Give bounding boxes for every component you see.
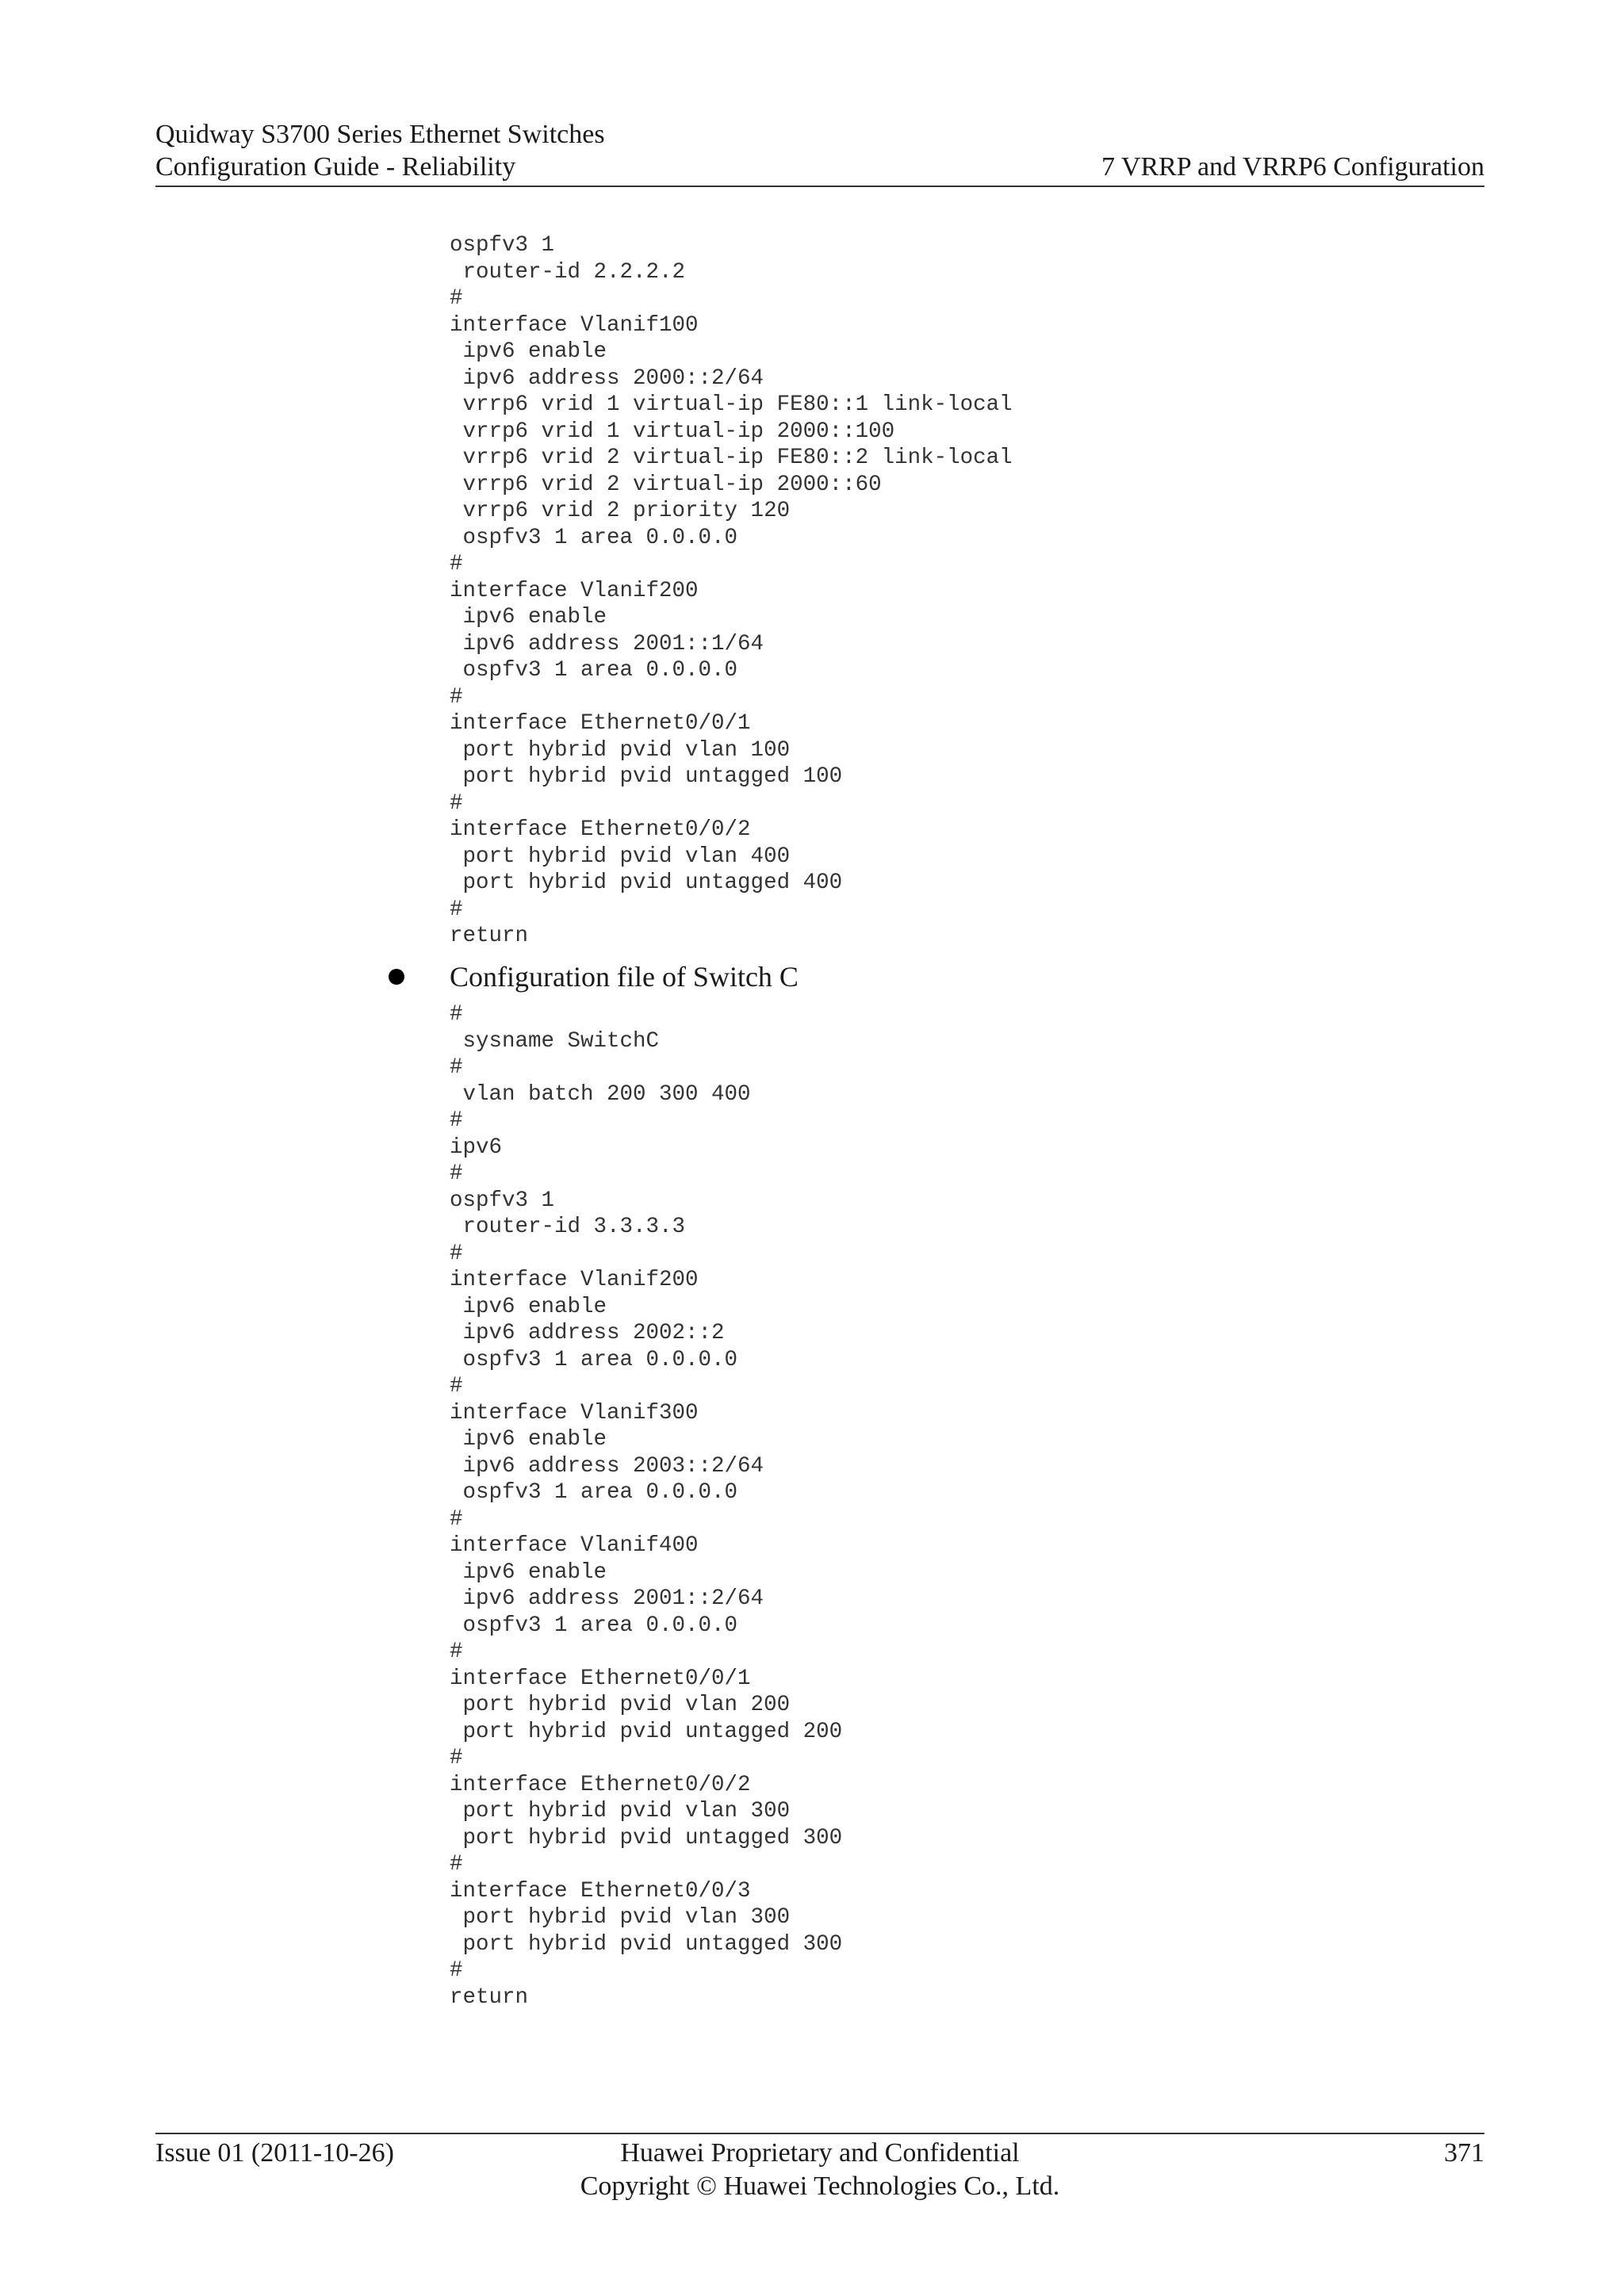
code-line: vrrp6 vrid 1 virtual-ip 2000::100 xyxy=(450,419,895,444)
code-line: # xyxy=(450,1852,463,1877)
footer-confidential: Huawei Proprietary and Confidential xyxy=(620,2138,1020,2168)
code-line: interface Vlanif300 xyxy=(450,1400,699,1425)
code-line: vrrp6 vrid 2 priority 120 xyxy=(450,499,791,523)
code-block-switch-b-config xyxy=(450,232,1013,950)
code-block-switch-c-config xyxy=(450,1001,842,2011)
code-line: # xyxy=(450,1374,463,1399)
code-line: router-id 2.2.2.2 xyxy=(450,259,686,285)
code-line: # xyxy=(450,1241,463,1266)
code-line: ospfv3 1 xyxy=(450,1188,555,1213)
page-header xyxy=(155,119,1484,187)
code-line: port hybrid pvid untagged 300 xyxy=(450,1825,843,1850)
code-line: interface Ethernet0/0/3 xyxy=(450,1878,751,1904)
footer-copyright: Copyright © Huawei Technologies Co., Ltd. xyxy=(580,2172,1060,2201)
code-line: vrrp6 vrid 2 virtual-ip FE80::2 link-local xyxy=(450,446,1013,470)
code-line: ospfv3 1 area 0.0.0.0 xyxy=(450,1347,738,1372)
bullet-heading: Configuration file of Switch C xyxy=(450,961,799,993)
code-line: sysname SwitchC xyxy=(450,1028,660,1054)
code-line: interface Ethernet0/0/2 xyxy=(450,817,751,842)
header-chapter-title: 7 VRRP and VRRP6 Configuration xyxy=(1101,152,1484,182)
code-line: port hybrid pvid vlan 100 xyxy=(450,737,791,763)
code-line: # xyxy=(450,1958,463,1983)
bullet-dot-icon xyxy=(389,969,404,985)
code-line: port hybrid pvid untagged 100 xyxy=(450,764,843,789)
code-line: port hybrid pvid vlan 300 xyxy=(450,1905,791,1930)
code-line: # xyxy=(450,790,463,816)
code-line: interface Vlanif400 xyxy=(450,1533,699,1558)
code-line: ospfv3 1 xyxy=(450,233,555,258)
code-line: port hybrid pvid untagged 300 xyxy=(450,1931,843,1957)
header-guide-title: Configuration Guide - Reliability xyxy=(155,152,516,182)
code-line: # xyxy=(450,1746,463,1770)
code-line: # xyxy=(450,1055,463,1080)
code-line: # xyxy=(450,1506,463,1532)
code-line: ospfv3 1 area 0.0.0.0 xyxy=(450,525,738,550)
code-line: ospfv3 1 area 0.0.0.0 xyxy=(450,658,738,683)
code-line: ipv6 xyxy=(450,1135,503,1160)
code-line: # xyxy=(450,1108,463,1133)
code-line: port hybrid pvid untagged 400 xyxy=(450,871,843,895)
code-line: interface Vlanif200 xyxy=(450,1268,699,1292)
code-line: ipv6 enable xyxy=(450,1559,607,1585)
code-line: # xyxy=(450,684,463,710)
code-line: ipv6 address 2000::2/64 xyxy=(450,365,764,391)
code-line: # xyxy=(450,897,463,922)
code-line: ipv6 address 2001::2/64 xyxy=(450,1586,764,1611)
code-line: # xyxy=(450,552,463,576)
code-line: port hybrid pvid vlan 300 xyxy=(450,1799,791,1823)
code-line: interface Ethernet0/0/1 xyxy=(450,711,751,736)
header-product-title: Quidway S3700 Series Ethernet Switches xyxy=(155,120,605,149)
code-line: ipv6 enable xyxy=(450,339,607,364)
code-line: port hybrid pvid vlan 400 xyxy=(450,844,791,869)
code-line: return xyxy=(450,1984,529,2010)
code-line: ipv6 enable xyxy=(450,1427,607,1452)
code-line: # xyxy=(450,286,463,311)
page-footer xyxy=(155,2133,1484,2206)
footer-page-number: 371 xyxy=(1444,2138,1484,2168)
code-line: interface Ethernet0/0/2 xyxy=(450,1772,751,1797)
code-line: port hybrid pvid vlan 200 xyxy=(450,1693,791,1717)
code-line: ipv6 enable xyxy=(450,605,607,629)
code-line: vlan batch 200 300 400 xyxy=(450,1081,751,1107)
code-line: vrrp6 vrid 2 virtual-ip 2000::60 xyxy=(450,472,882,497)
code-line: # xyxy=(450,1640,463,1664)
code-line: return xyxy=(450,924,529,948)
code-line: ipv6 address 2003::2/64 xyxy=(450,1453,764,1479)
code-line: interface Vlanif200 xyxy=(450,578,699,603)
code-line: ipv6 enable xyxy=(450,1294,607,1319)
code-line: # xyxy=(450,1002,463,1027)
footer-issue: Issue 01 (2011-10-26) xyxy=(155,2138,394,2168)
code-line: ipv6 address 2001::1/64 xyxy=(450,631,764,656)
code-line: vrrp6 vrid 1 virtual-ip FE80::1 link-local xyxy=(450,392,1013,417)
code-line: ospfv3 1 area 0.0.0.0 xyxy=(450,1613,738,1638)
code-line: ipv6 address 2002::2 xyxy=(450,1321,725,1345)
code-line: interface Vlanif100 xyxy=(450,312,699,338)
code-line: router-id 3.3.3.3 xyxy=(450,1215,686,1239)
code-line: ospfv3 1 area 0.0.0.0 xyxy=(450,1480,738,1505)
code-line: # xyxy=(450,1161,463,1186)
code-line: interface Ethernet0/0/1 xyxy=(450,1666,751,1691)
code-line: port hybrid pvid untagged 200 xyxy=(450,1719,843,1744)
